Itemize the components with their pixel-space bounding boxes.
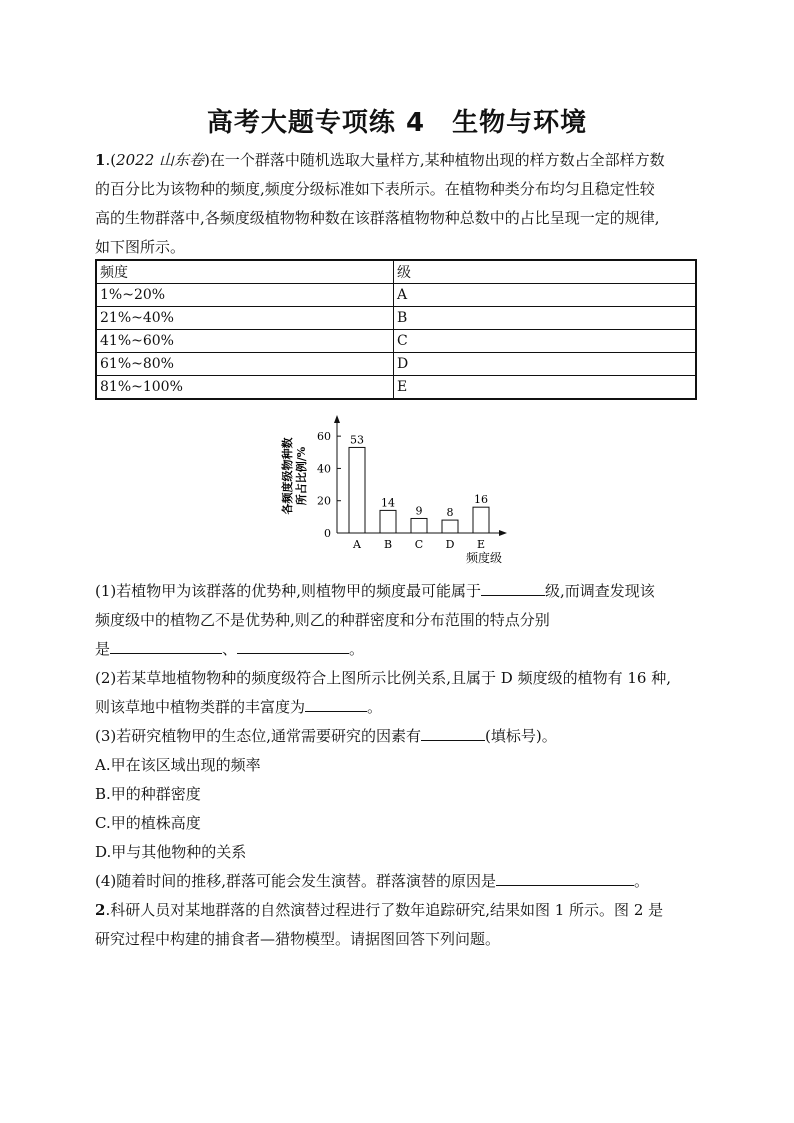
bar-d [442, 520, 458, 533]
y-axis-arrow [334, 415, 340, 423]
bar-e [473, 507, 489, 533]
table-row [96, 376, 696, 400]
q1-intro-line3: 高的生物群落中,各频度级植物物种数在该群落植物物种总数中的占比呈现一定的规律, [95, 209, 660, 227]
x-tick-label: A [353, 538, 361, 551]
y-tick-label: 40 [317, 462, 331, 476]
answer-blank[interactable] [305, 695, 367, 712]
table-cell: D [394, 353, 697, 376]
answer-blank[interactable] [110, 637, 222, 654]
sub1-line3: 是 、 。 [95, 635, 700, 664]
table-row [96, 330, 696, 353]
chart-layer [280, 415, 507, 565]
frequency-table [95, 259, 697, 400]
bar-value-label: 14 [381, 496, 395, 510]
sub4-line: (4)随着时间的推移,群落可能会发生演替。群落演替的原因是 。 [95, 867, 700, 896]
y-axis-label-line2: 所占比例/% [295, 446, 308, 506]
q1-intro-line2: 的百分比为该物种的频度,频度分级标准如下表所示。在植物种类分布均匀且稳定性较 [95, 180, 655, 198]
table-cell: 41%~60% [96, 330, 394, 353]
table-row [96, 284, 696, 307]
sub2-line2: 则该草地中植物类群的丰富度为 。 [95, 693, 700, 722]
sub2-line1: (2)若某草地植物物种的频度级符合上图所示比例关系,且属于 D 频度级的植物有 16 种, [95, 669, 671, 687]
answer-blank[interactable] [421, 724, 485, 741]
option-d: D.甲与其他物种的关系 [95, 843, 247, 861]
table-row [96, 307, 696, 330]
x-axis-arrow [499, 530, 507, 536]
option-a: A.甲在该区域出现的频率 [95, 756, 261, 774]
x-axis-label: 频度级 [465, 551, 503, 565]
x-tick-label: B [383, 538, 393, 551]
bar-value-label: 16 [474, 493, 488, 507]
q1-intro [95, 146, 700, 262]
table-header-row [96, 260, 696, 284]
table-cell: C [394, 330, 697, 353]
table-cell: 81%~100% [96, 376, 394, 400]
q1-intro-line4: 如下图所示。 [95, 238, 186, 256]
bar-value-label: 8 [446, 506, 454, 520]
y-tick-label: 0 [324, 527, 331, 540]
q2-line2: 研究过程中构建的捕食者—猎物模型。请据图回答下列问题。 [95, 930, 501, 948]
bar-value-label: 9 [415, 504, 423, 518]
table-header-cell: 频度 [96, 260, 394, 284]
table-header-cell: 级 [394, 260, 697, 284]
bar-value-label: 53 [350, 433, 364, 447]
sub1-line2: 频度级中的植物乙不是优势种,则乙的种群密度和分布范围的特点分别 [95, 611, 550, 629]
table-cell: 21%~40% [96, 307, 394, 330]
bar-c [411, 518, 427, 533]
table-cell: E [394, 376, 697, 400]
frequency-bar-chart [270, 412, 530, 572]
page-title: 高考大题专项练 4 生物与环境 [206, 108, 588, 138]
sub1-line1: (1)若植物甲为该群落的优势种,则植物甲的频度最可能属于 级,而调查发现该 [95, 577, 700, 606]
answer-blank[interactable] [496, 869, 634, 886]
table-cell: 61%~80% [96, 353, 394, 376]
sub3-line: (3)若研究植物甲的生态位,通常需要研究的因素有 (填标号)。 [95, 722, 700, 751]
x-tick-label: E [476, 538, 486, 551]
answer-blank[interactable] [481, 579, 545, 596]
table-cell: B [394, 307, 697, 330]
q1-intro-line1: 1.(2022 山东卷)在一个群落中随机选取大量样方,某种植物出现的样方数占全部样方数 [95, 151, 665, 169]
option-c: C.甲的植株高度 [95, 814, 201, 832]
y-tick-label: 60 [317, 430, 331, 444]
q2-line1: 2.科研人员对某地群落的自然演替过程进行了数年追踪研究,结果如图 1 所示。图 2 是 [95, 901, 664, 919]
table-row [96, 353, 696, 376]
table-cell: 1%~20% [96, 284, 394, 307]
bar-a [349, 447, 365, 533]
answer-blank[interactable] [237, 637, 349, 654]
y-axis-label-line1: 各频度级物种数 [281, 437, 294, 515]
option-b: B.甲的种群密度 [95, 785, 201, 803]
bar-b [380, 510, 396, 533]
y-tick-label: 20 [317, 494, 331, 508]
table-cell: A [394, 284, 697, 307]
x-tick-label: C [414, 538, 424, 551]
q1-subquestions [95, 577, 700, 954]
x-tick-label: D [445, 538, 455, 551]
